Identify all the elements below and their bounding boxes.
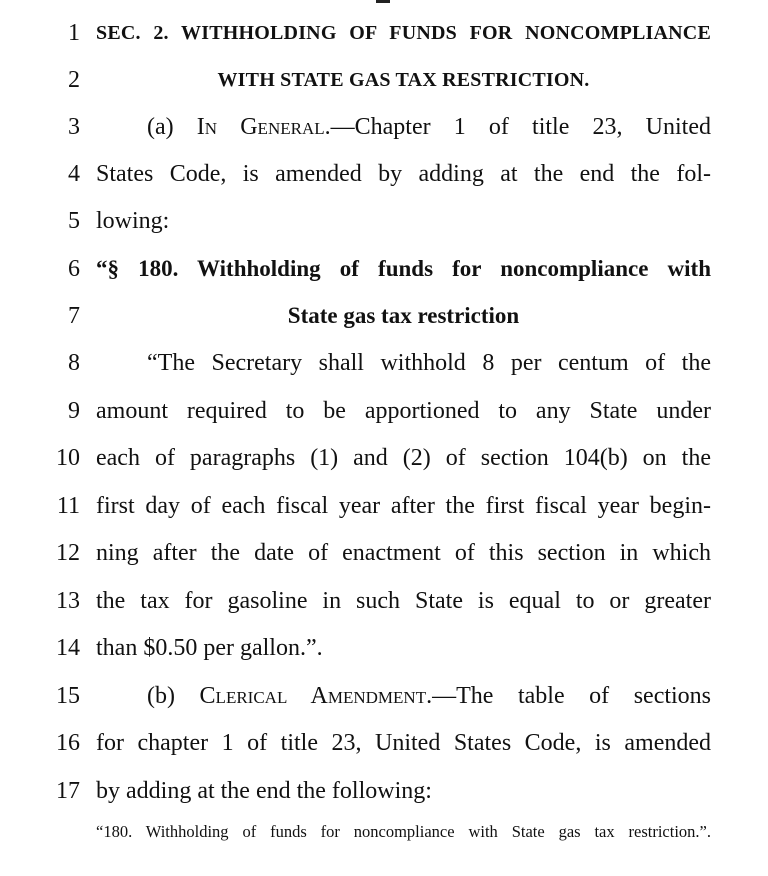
bill-line (0, 581, 768, 617)
bill-line (0, 628, 768, 664)
line-text: ning after the date of enactment of this section in which (96, 540, 711, 566)
section-heading: SEC. 2. WITHHOLDING OF FUNDS FOR NONCOMPLIANCE (96, 22, 711, 44)
bill-line (0, 391, 768, 427)
table-of-sections-entry: “180. Withholding of funds for noncompliance with State gas tax restriction.”. (96, 822, 711, 841)
line-number: 13 (56, 588, 80, 614)
bill-line (0, 771, 768, 807)
line-number: 3 (68, 114, 80, 140)
line-text: amount required to be apportioned to any State under (96, 398, 711, 424)
line-number: 8 (68, 350, 80, 376)
line-number: 16 (56, 730, 80, 756)
subsection-b (147, 682, 711, 710)
line-number: 9 (68, 398, 80, 424)
line-text: for chapter 1 of title 23, United States Code, is amended (96, 730, 711, 756)
line-text: the tax for gasoline in such State is equal to or greater (96, 588, 711, 614)
line-number: 10 (56, 445, 80, 471)
bill-line (0, 533, 768, 569)
bill-line (0, 343, 768, 379)
line-number: 7 (68, 303, 80, 329)
subsection-text: .—The table of sections (426, 683, 712, 709)
line-number: 15 (56, 683, 80, 709)
bill-line (0, 107, 768, 143)
line-number: 5 (68, 208, 80, 234)
line-number: 12 (56, 540, 80, 566)
line-number: 17 (56, 778, 80, 804)
bill-line (0, 486, 768, 522)
bill-line (0, 438, 768, 474)
subsection-title: In General (196, 114, 325, 140)
line-number: 2 (68, 67, 80, 93)
line-text: by adding at the end the following: (96, 778, 432, 804)
line-number: 1 (68, 20, 80, 46)
bill-line (0, 60, 768, 96)
bill-line (0, 13, 768, 49)
bill-line (0, 249, 768, 285)
subsection-a (147, 113, 711, 141)
line-text: lowing: (96, 208, 170, 234)
line-text: than $0.50 per gallon.”. (96, 635, 323, 661)
new-section-heading-cont: State gas tax restriction (287, 303, 520, 328)
line-text: each of paragraphs (1) and (2) of section 104(b) on the (96, 445, 711, 471)
line-text: first day of each fiscal year after the first fiscal year begin- (96, 493, 711, 519)
bill-line (0, 201, 768, 237)
line-number: 11 (56, 493, 80, 519)
subsection-label: (b) (147, 683, 200, 709)
page-top-mark (376, 0, 390, 3)
subsection-label: (a) (147, 114, 197, 140)
line-number: 4 (68, 161, 80, 187)
subsection-text: .—Chapter 1 of title 23, United (324, 114, 711, 140)
bill-line (0, 296, 768, 332)
line-number: 6 (68, 256, 80, 282)
bill-line (0, 723, 768, 759)
line-text: “The Secretary shall withhold 8 per centum of the (147, 350, 711, 376)
line-text: States Code, is amended by adding at the end the fol- (96, 161, 711, 187)
bill-line (0, 676, 768, 712)
line-number: 14 (56, 635, 80, 661)
new-section-heading: “§ 180. Withholding of funds for noncompliance with (96, 256, 711, 281)
section-heading-cont: WITH STATE GAS TAX RESTRICTION. (217, 69, 590, 91)
subsection-title: Clerical Amendment (199, 683, 427, 709)
bill-line (0, 154, 768, 190)
